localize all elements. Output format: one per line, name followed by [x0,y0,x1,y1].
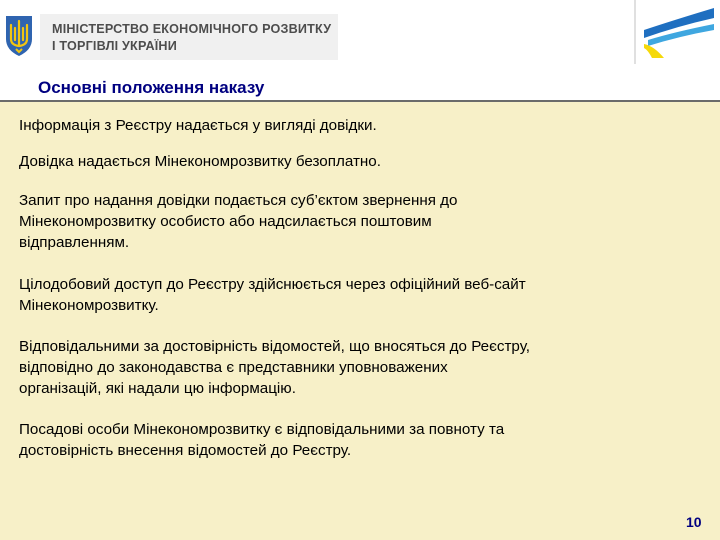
slide-title: Основні положення наказу [38,78,265,97]
page-number: 10 [686,514,702,530]
paragraph-5-line-2: відповідно до законодавства є представники уповноважених [19,359,448,376]
blue-yellow-swoosh-emblem-icon [634,0,720,64]
paragraph-3-line-1: Запит про надання довідки подається суб’єктом звернення до [19,192,458,209]
paragraph-4-line-2: Мінекономрозвитку. [19,297,159,314]
ministry-name-line-2: І ТОРГІВЛІ УКРАЇНИ [52,39,177,53]
paragraph-6-line-1: Посадові особи Мінекономрозвитку є відповідальними за повноту та [19,421,505,438]
ministry-name-line-1: МІНІСТЕРСТВО ЕКОНОМІЧНОГО РОЗВИТКУ [52,22,332,36]
trident-coat-of-arms-icon [0,12,38,58]
paragraph-5-line-3: організацій, які надали цю інформацію. [19,380,296,397]
paragraph-6-line-2: достовірність внесення відомостей до Реєстру. [19,442,352,459]
paragraph-3-line-3: відправленням. [19,234,130,251]
paragraph-1: Інформація з Реєстру надається у вигляді довідки. [19,117,377,134]
paragraph-3-line-2: Мінекономрозвитку особисто або надсилається поштовим [19,213,432,230]
paragraph-2: Довідка надається Мінекономрозвитку безоплатно. [19,153,381,170]
ministry-name [40,14,338,60]
slide-header [0,0,720,64]
paragraph-5-line-1: Відповідальними за достовірність відомостей, що вносяться до Реєстру, [19,338,530,355]
paragraph-4-line-1: Цілодобовий доступ до Реєстру здійснюється через офіційний веб-сайт [19,276,526,293]
